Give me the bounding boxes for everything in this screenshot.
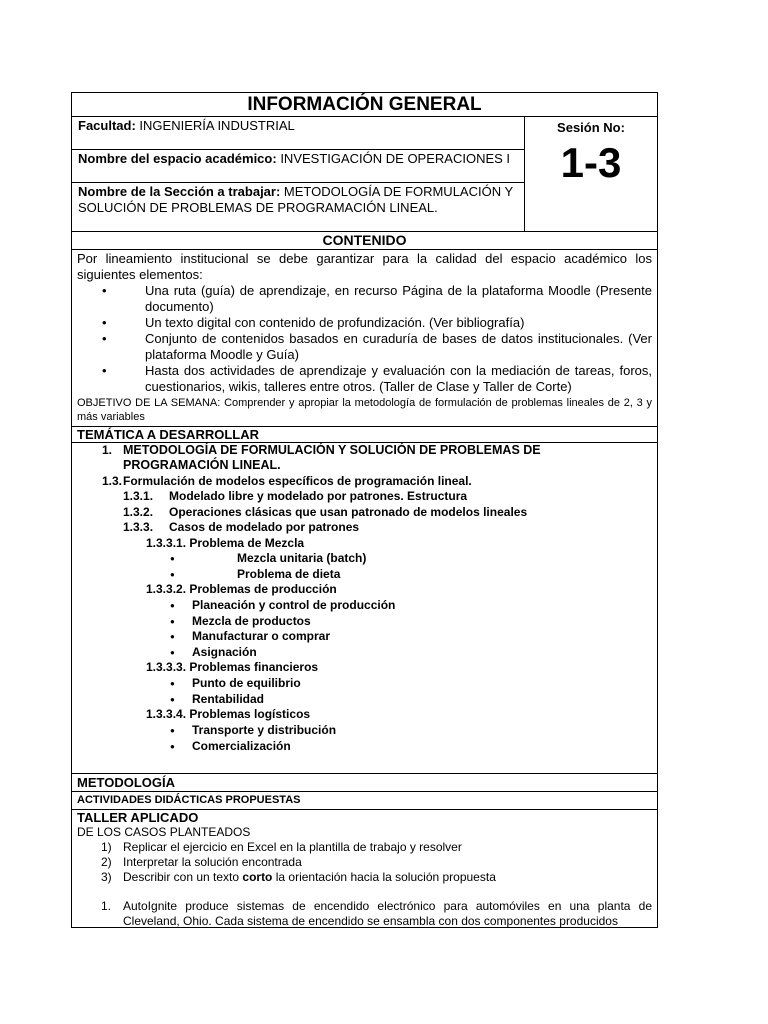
- list-item: [77, 315, 652, 331]
- info-fields: [72, 117, 525, 231]
- outline-number: 1.3.: [102, 474, 123, 488]
- facultad-row: [72, 117, 524, 150]
- espacio-row: [72, 150, 524, 183]
- espacio-value: INVESTIGACIÓN DE OPERACIONES I: [280, 151, 511, 166]
- list-item: Problema de dieta: [237, 567, 341, 581]
- step-text-bold: corto: [242, 870, 273, 884]
- bullet-text: Un texto digital con contenido de profundización. (Ver bibliografía): [145, 315, 525, 330]
- list-item: [77, 840, 652, 855]
- taller-subheading: DE LOS CASOS PLANTEADOS: [77, 825, 251, 839]
- contenido-intro: Por lineamiento institucional se debe garantizar para la calidad del espacio académico los siguientes elementos:: [77, 251, 652, 282]
- list-item: Comercialización: [192, 739, 291, 753]
- bullet-icon: ●: [170, 601, 175, 610]
- bullet-icon: ●: [170, 742, 175, 751]
- document-table: [71, 92, 658, 928]
- problem-number: 1.: [101, 899, 112, 913]
- seccion-value: METODOLOGÍA DE FORMULACIÓN Y SOLUCIÓN DE PROBLEMAS DE PROGRAMACIÓN LINEAL.: [78, 184, 513, 215]
- outline-item-1-3-3-3: 1.3.3.3. Problemas financieros: [146, 660, 319, 674]
- metodologia-heading: METODOLOGÍA: [72, 774, 657, 792]
- contenido-section: [72, 250, 657, 427]
- objetivo-semana: [77, 396, 652, 424]
- outline-item-1-3: Formulación de modelos específicos de programación lineal.: [123, 474, 472, 488]
- list-item: [77, 870, 652, 885]
- seccion-label: Nombre de la Sección a trabajar:: [78, 184, 281, 199]
- list-item: [77, 855, 652, 870]
- contenido-heading: CONTENIDO: [72, 232, 657, 250]
- list-item: Manufacturar o comprar: [192, 629, 331, 643]
- step-number: 1): [101, 840, 112, 854]
- bullet-icon: ●: [170, 679, 175, 688]
- general-info-block: [72, 117, 657, 232]
- bullet-icon: •: [102, 363, 107, 378]
- tematica-heading: TEMÁTICA A DESARROLLAR: [72, 427, 657, 443]
- outline-item-1-3-3-4: 1.3.3.4. Problemas logísticos: [146, 707, 311, 721]
- bullet-icon: •: [102, 283, 107, 298]
- outline-item-1-3-3-2: 1.3.3.2. Problemas de producción: [146, 582, 337, 596]
- list-item: Planeación y control de producción: [192, 598, 396, 612]
- section-title-informacion-general: INFORMACIÓN GENERAL: [72, 93, 657, 117]
- bullet-text: Una ruta (guía) de aprendizaje, en recurso Página de la plataforma Moodle (Presente documento): [145, 283, 652, 314]
- espacio-label: Nombre del espacio académico:: [78, 151, 277, 166]
- list-item: Mezcla de productos: [192, 614, 311, 628]
- step-text-end: la orientación hacia la solución propuesta: [272, 870, 496, 884]
- list-item: Transporte y distribución: [192, 723, 337, 737]
- facultad-label: Facultad:: [78, 118, 136, 133]
- step-number: 2): [101, 855, 112, 869]
- step-text: Describir con un texto: [123, 870, 243, 884]
- outline-number: 1.3.1.: [123, 489, 154, 503]
- outline-item-1-3-3-1: 1.3.3.1. Problema de Mezcla: [146, 536, 305, 550]
- sesion-cell: [525, 117, 657, 231]
- outline-number: 1.: [102, 443, 113, 457]
- taller-heading: TALLER APLICADO: [77, 810, 199, 825]
- list-item: [77, 283, 652, 315]
- step-number: 3): [101, 870, 112, 884]
- taller-section: [72, 810, 657, 928]
- bullet-icon: •: [102, 331, 107, 346]
- list-item: [77, 363, 652, 395]
- outline-number: 1.3.3.: [123, 520, 154, 534]
- sesion-label: Sesión No:: [557, 120, 625, 135]
- list-item: Punto de equilibrio: [192, 676, 301, 690]
- bullet-text: Hasta dos actividades de aprendizaje y evaluación con la mediación de tareas, foros, cuestionarios, wikis, talleres entre otros. (Taller de Clase y Taller de Corte): [145, 363, 652, 394]
- list-item: [77, 331, 652, 363]
- objetivo-text: Comprender y apropiar la metodología de formulación de problemas lineales de 2, 3 y más variables: [77, 397, 652, 423]
- bullet-icon: •: [102, 315, 107, 330]
- tematica-outline: [72, 443, 657, 774]
- list-item: Asignación: [192, 645, 257, 659]
- problem-paragraph: [77, 899, 652, 928]
- outline-number: 1.3.2.: [123, 505, 154, 519]
- actividades-heading: ACTIVIDADES DIDÁCTICAS PROPUESTAS: [72, 792, 657, 810]
- step-text: Replicar el ejercicio en Excel en la plantilla de trabajo y resolver: [123, 840, 462, 854]
- bullet-icon: ●: [170, 726, 175, 735]
- problem-text: AutoIgnite produce sistemas de encendido electrónico para automóviles en una planta de Cleveland, Ohio. Cada sistema de encendido se ensambla con dos componentes producidos: [123, 899, 652, 928]
- outline-item-1: METODOLOGÍA DE FORMULACIÓN Y SOLUCIÓN DE PROBLEMAS DE: [123, 443, 541, 457]
- sesion-number: 1-3: [560, 139, 622, 186]
- outline-item-1-3-3: Casos de modelado por patrones: [169, 520, 360, 534]
- bullet-icon: ●: [170, 570, 175, 579]
- seccion-row: [72, 183, 524, 231]
- bullet-icon: ●: [170, 648, 175, 657]
- facultad-value: INGENIERÍA INDUSTRIAL: [139, 118, 295, 133]
- list-item: Rentabilidad: [192, 692, 265, 706]
- bullet-text: Conjunto de contenidos basados en curaduría de bases de datos institucionales. (Ver plataforma Moodle y Guía): [145, 331, 652, 362]
- objetivo-label: OBJETIVO DE LA SEMANA:: [77, 397, 221, 409]
- step-text: Interpretar la solución encontrada: [123, 855, 302, 869]
- outline-item-1-3-1: Modelado libre y modelado por patrones. Estructura: [169, 489, 468, 503]
- bullet-icon: ●: [170, 632, 175, 641]
- outline-item-1-cont: PROGRAMACIÓN LINEAL.: [123, 458, 281, 472]
- outline-item-1-3-2: Operaciones clásicas que usan patronado de modelos lineales: [169, 505, 528, 519]
- list-item: Mezcla unitaria (batch): [237, 551, 367, 565]
- bullet-icon: ●: [170, 617, 175, 626]
- bullet-icon: ●: [170, 554, 175, 563]
- bullet-icon: ●: [170, 695, 175, 704]
